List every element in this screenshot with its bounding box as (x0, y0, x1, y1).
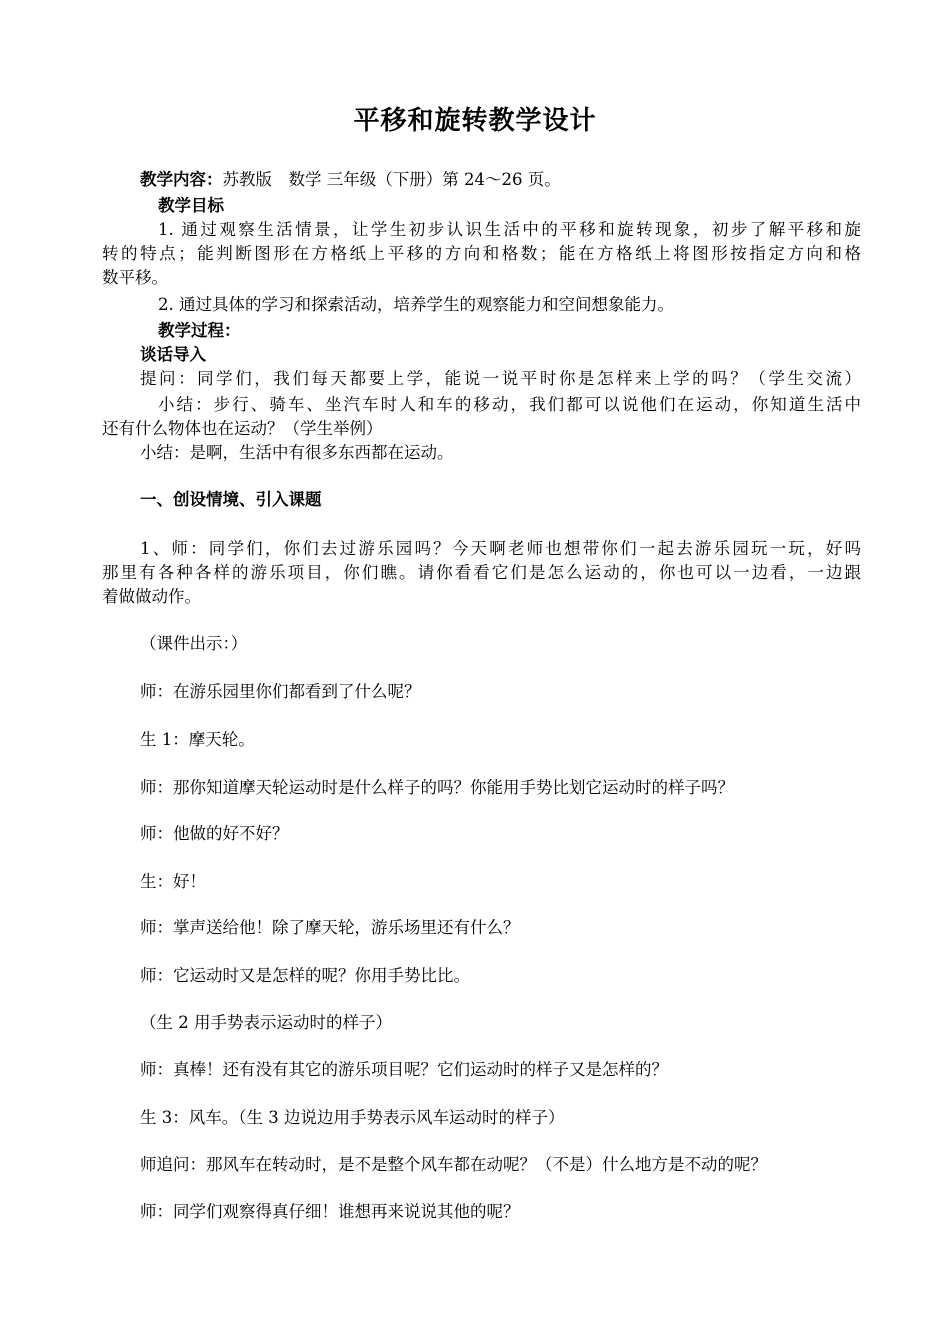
document-title: 平移和旋转教学设计 (353, 106, 597, 136)
summary2: 小结：是啊，生活中有很多东西都在运动。 (140, 443, 454, 462)
dialogue-line-5: 生：好！ (140, 872, 206, 891)
p1-line1: 1、师：同学们，你们去过游乐园吗？今天啊老师也想带你们一起去游乐园玩一玩，好吗 (140, 539, 861, 558)
courseware-line: （课件出示：） (140, 634, 248, 653)
section1-heading: 一、创设情境、引入课题 (140, 490, 322, 509)
process-heading: 教学过程： (158, 321, 241, 340)
dialogue-line-4: 师：他做的好不好？ (140, 824, 289, 843)
dialogue-line-3: 师：那你知道摩天轮运动时是什么样子的吗？你能用手势比划它运动时的样子吗？ (140, 778, 734, 797)
dialogue-line-2: 生 1：摩天轮。 (140, 730, 255, 749)
content-text: 苏教版 数学 三年级（下册）第 24～26 页。 (222, 170, 561, 189)
summary1-line2: 还有什么物体也在运动？（学生举例） (102, 419, 383, 438)
p1-line2: 那里有各种各样的游乐项目，你们瞧。请你看看它们是怎么运动的，你也可以一边看，一边跟 (102, 563, 861, 582)
content-label: 教学内容： (140, 170, 223, 189)
dialogue-line-9: 师：真棒！还有没有其它的游乐项目呢？它们运动时的样子又是怎样的？ (140, 1060, 668, 1079)
dialogue-line-6: 师：掌声送给他！除了摩天轮，游乐场里还有什么？ (140, 918, 520, 937)
goal1-line1: 1. 通过观察生活情景，让学生初步认识生活中的平移和旋转现象，初步了解平移和旋 (158, 220, 861, 239)
intro-heading: 谈话导入 (140, 345, 206, 364)
dialogue-line-12: 师：同学们观察得真仔细！谁想再来说说其他的呢？ (140, 1202, 520, 1221)
goal1-line3: 数平移。 (102, 268, 168, 287)
dialogue-line-1: 师：在游乐园里你们都看到了什么呢？ (140, 682, 421, 701)
dialogue-line-8: （生 2 用手势表示运动时的样子） (140, 1013, 392, 1032)
dialogue-line-10: 生 3：风车。（生 3 边说边用手势表示风车运动时的样子） (140, 1108, 565, 1127)
p1-line3: 着做做动作。 (102, 587, 201, 606)
goals-heading: 教学目标 (158, 196, 224, 215)
goal2: 2. 通过具体的学习和探索活动，培养学生的观察能力和空间想象能力。 (158, 295, 674, 314)
dialogue-line-11: 师追问：那风车在转动时，是不是整个风车都在动呢？（不是）什么地方是不动的呢？ (140, 1155, 767, 1174)
goal1-line2: 转的特点；能判断图形在方格纸上平移的方向和格数；能在方格纸上将图形按指定方向和格 (102, 244, 861, 263)
question: 提问：同学们，我们每天都要上学，能说一说平时你是怎样来上学的吗？（学生交流） (140, 369, 861, 388)
dialogue-line-7: 师：它运动时又是怎样的呢？你用手势比比。 (140, 966, 470, 985)
content-line (140, 168, 561, 192)
summary1-line1: 小结：步行、骑车、坐汽车时人和车的移动，我们都可以说他们在运动，你知道生活中 (158, 395, 861, 414)
